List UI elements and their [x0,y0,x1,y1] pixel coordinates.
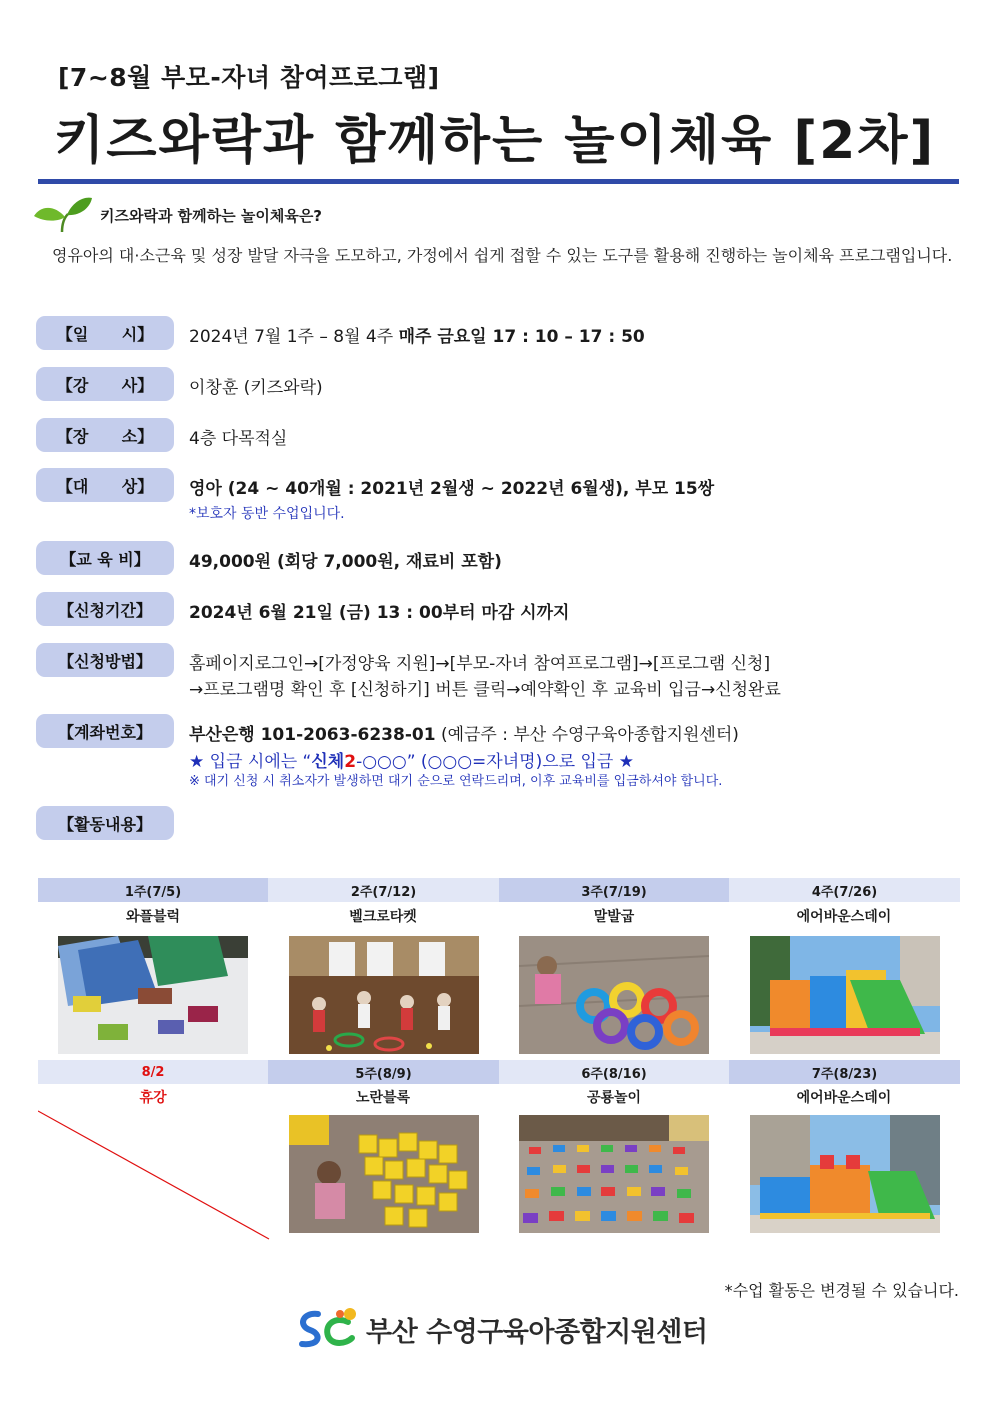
account-number: 부산은행 101-2063-6238-01 [189,725,436,745]
deposit-pre: ★ 입금 시에는 “ [189,752,312,772]
week-date: 1주(7/5) [38,878,268,902]
page-title: 키즈와락과 함께하는 놀이체육 [2차] [54,111,936,171]
account-label: 【계좌번호】 [36,714,174,748]
activities-label: 【활동내용】 [36,806,174,840]
horseshoe-photo [519,936,709,1054]
waitlist-note: ※ 대기 신청 시 취소자가 발생하면 대기 순으로 연락드리며, 이후 교육비를 입금하셔야 합니다. [189,774,723,789]
schedule-value [189,322,645,347]
method-line-2: →프로그램명 확인 후 [신청하기] 버튼 클릭→예약확인 후 교육비 입금→신청완료 [189,680,781,700]
no-class-strike-line [38,1108,270,1240]
week-date: 3주(7/19) [499,878,729,902]
sprout-icon [34,196,92,234]
deposit-instruction [189,747,634,772]
yellow-block-photo [289,1115,479,1233]
fee-value: 49,000원 (회당 7,000원, 재료비 포함) [189,552,502,572]
account-holder: (예금주 : 부산 수영구육아종합지원센터) [435,725,739,745]
deposit-keyword: 신체 [311,752,345,772]
deposit-post: -○○○” (○○○=자녀명)으로 입금 ★ [356,752,634,772]
place-value: 4층 다목적실 [189,429,288,449]
air-bounce-photo-2 [750,1115,940,1233]
activity-name: 에어바운스데이 [796,909,892,925]
program-subtitle: [7~8월 부모-자녀 참여프로그램] [58,63,440,92]
target-value: 영아 (24 ~ 40개월 : 2021년 2월생 ~ 2022년 6월생), 부모 15쌍 [189,479,715,499]
schedule-time: 매주 금요일 17 : 10 – 17 : 50 [398,327,645,347]
activity-name: 말발굽 [593,909,635,925]
target-label: 【대 상】 [36,468,174,502]
method-line-1: 홈페이지로그인→[가정양육 지원]→[부모-자녀 참여프로그램]→[프로그램 신청] [189,654,771,674]
period-value: 2024년 6월 21일 (금) 13 : 00부터 마감 시까지 [189,603,570,623]
intro-heading: 키즈와락과 함께하는 놀이체육은? [100,207,323,225]
week-date: 8/2 [38,1060,268,1084]
activity-name: 공룡놀이 [586,1090,642,1106]
activity-name: 휴강 [139,1090,167,1106]
title-divider [38,179,959,184]
intro-description: 영유아의 대·소근육 및 성장 발달 자극을 도모하고, 가정에서 쉽게 접할 수 있는 도구를 활용해 진행하는 놀이체육 프로그램입니다. [52,246,953,265]
place-label: 【장 소】 [36,418,174,452]
instructor-label: 【강 사】 [36,367,174,401]
week-date: 6주(8/16) [499,1060,729,1084]
activity-name: 노란블록 [355,1090,411,1106]
waffle-block-photo [58,936,248,1054]
schedule-label: 【일 시】 [36,316,174,350]
activity-name: 에어바운스데이 [796,1090,892,1106]
dinosaur-play-photo [519,1115,709,1233]
guardian-note: *보호자 동반 수업입니다. [189,506,345,522]
activity-name: 벨크로타켓 [349,909,417,925]
air-bounce-photo [750,936,940,1054]
week-date: 4주(7/26) [729,878,960,902]
velcro-target-photo [289,936,479,1054]
org-logo [296,1306,708,1350]
week-date: 5주(8/9) [268,1060,499,1084]
deposit-round: 2 [344,752,357,772]
instructor-value: 이창훈 (키즈와락) [189,378,323,398]
week-date: 2주(7/12) [268,878,499,902]
activity-name: 와플블럭 [125,909,181,925]
schedule-date-range: 2024년 7월 1주 – 8월 4주 [189,327,399,347]
org-name: 부산 수영구육아종합지원센터 [366,1317,708,1348]
account-value [189,720,739,745]
period-label: 【신청기간】 [36,592,174,626]
method-label: 【신청방법】 [36,643,174,677]
change-notice: *수업 활동은 변경될 수 있습니다. [724,1281,959,1300]
fee-label: 【교 육 비】 [36,541,174,575]
org-logo-icon [296,1306,362,1350]
week-date: 7주(8/23) [729,1060,960,1084]
